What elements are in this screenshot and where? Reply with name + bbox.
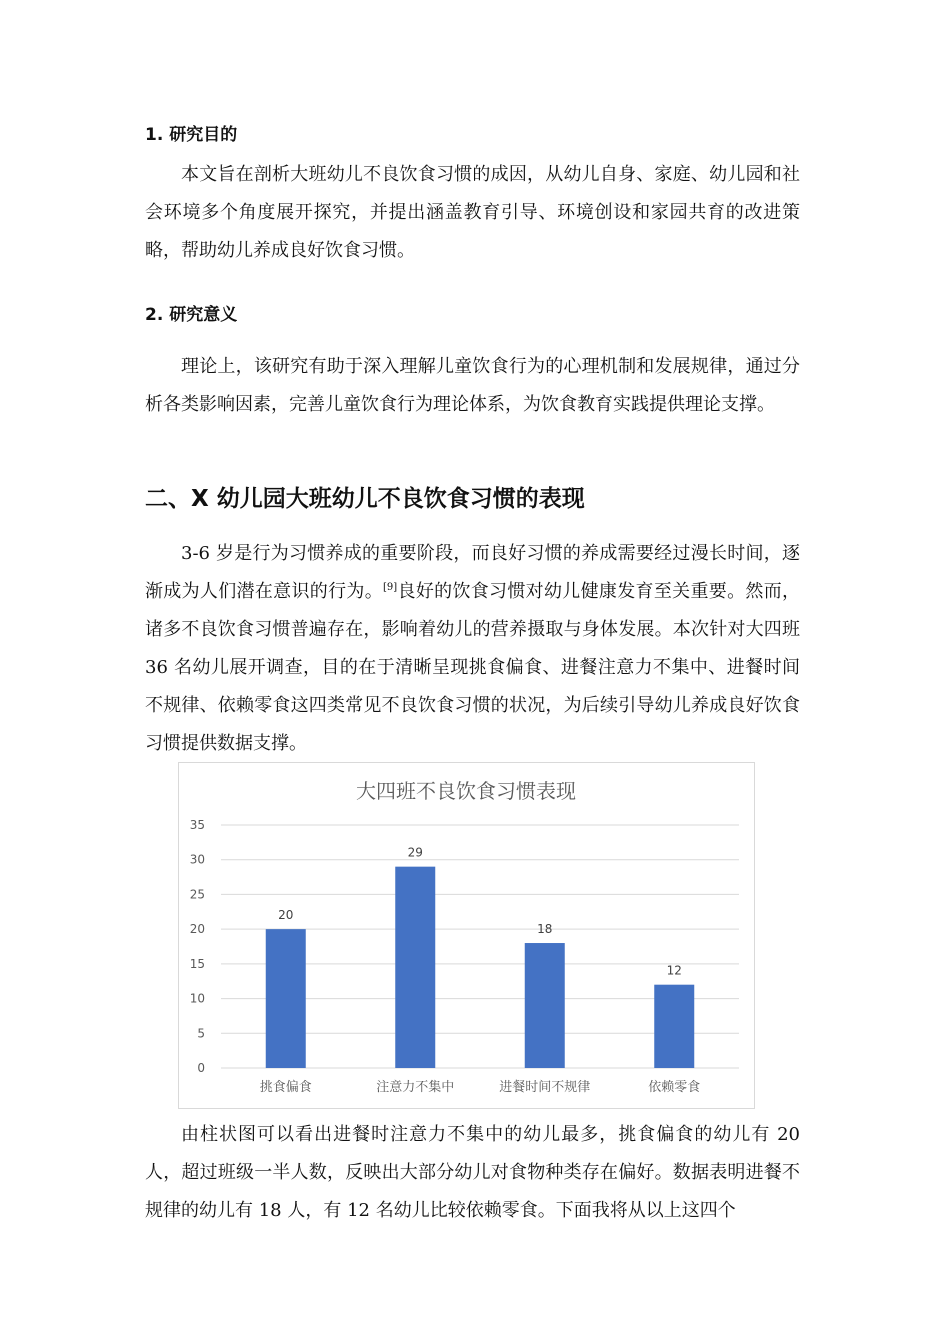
x-tick-label: 进餐时间不规律	[499, 1080, 591, 1095]
y-tick-label: 20	[189, 922, 205, 937]
intro-paragraph	[145, 535, 800, 763]
data-label: 12	[666, 963, 682, 978]
y-tick-label: 30	[189, 852, 205, 867]
bar	[525, 943, 565, 1068]
section-heading-purpose: 1. 研究目的	[145, 125, 238, 145]
chapter-heading: 二、X 幼儿园大班幼儿不良饮食习惯的表现	[145, 486, 585, 512]
chart-title: 大四班不良饮食习惯表现	[356, 779, 576, 803]
intro-text-part2: 良好的饮食习惯对幼儿健康发育至关重要。然而，诸多不良饮食习惯普遍存在，影响着幼儿的营养摄取与身体发展。本次针对大四班 36 名幼儿展开调查，目的在于清晰呈现挑食偏食、进餐注意力不集中、进餐时间不规律、依赖零食这四类常见不良饮食习惯的状况，为后续引导幼儿养成良好饮食习惯提供数据支撑。	[145, 581, 801, 754]
y-tick-label: 15	[189, 956, 205, 971]
bar	[395, 867, 435, 1068]
intro-text-part1: 3-6 岁是行为习惯养成的重要阶段，而良好习惯的养成需要经过漫长时间，逐渐成为人们潜在意识的行为。	[145, 543, 800, 602]
significance-paragraph: 理论上，该研究有助于深入理解儿童饮食行为的心理机制和发展规律，通过分析各类影响因素，完善儿童饮食行为理论体系，为饮食教育实践提供理论支撑。	[145, 356, 800, 415]
y-tick-label: 35	[189, 818, 205, 832]
bar-chart	[178, 762, 755, 1109]
y-tick-label: 10	[189, 991, 205, 1006]
x-tick-label: 挑食偏食	[259, 1080, 312, 1095]
y-tick-label: 5	[197, 1026, 205, 1041]
x-tick-label: 注意力不集中	[376, 1080, 455, 1095]
y-tick-label: 25	[189, 887, 205, 902]
y-tick-label: 0	[197, 1061, 205, 1075]
citation-ref: [9]	[383, 582, 398, 593]
x-tick-label: 依赖零食	[648, 1080, 701, 1095]
bar	[266, 929, 306, 1068]
data-label: 20	[278, 908, 294, 923]
analysis-paragraph: 由柱状图可以看出进餐时注意力不集中的幼儿最多，挑食偏食的幼儿有 20 人，超过班级一半人数，反映出大部分幼儿对食物种类存在偏好。数据表明进餐不规律的幼儿有 18 人，有 12 名幼儿比较依赖零食。下面我将从以上这四个	[145, 1124, 800, 1221]
bar	[654, 985, 694, 1068]
bar-chart-svg	[179, 763, 754, 1108]
section-heading-significance: 2. 研究意义	[145, 305, 238, 325]
chart-bars	[266, 867, 695, 1068]
data-label: 18	[537, 922, 553, 937]
data-label: 29	[407, 845, 423, 860]
purpose-paragraph: 本文旨在剖析大班幼儿不良饮食习惯的成因，从幼儿自身、家庭、幼儿园和社会环境多个角度展开探究，并提出涵盖教育引导、环境创设和家园共育的改进策略，帮助幼儿养成良好饮食习惯。	[145, 164, 800, 261]
